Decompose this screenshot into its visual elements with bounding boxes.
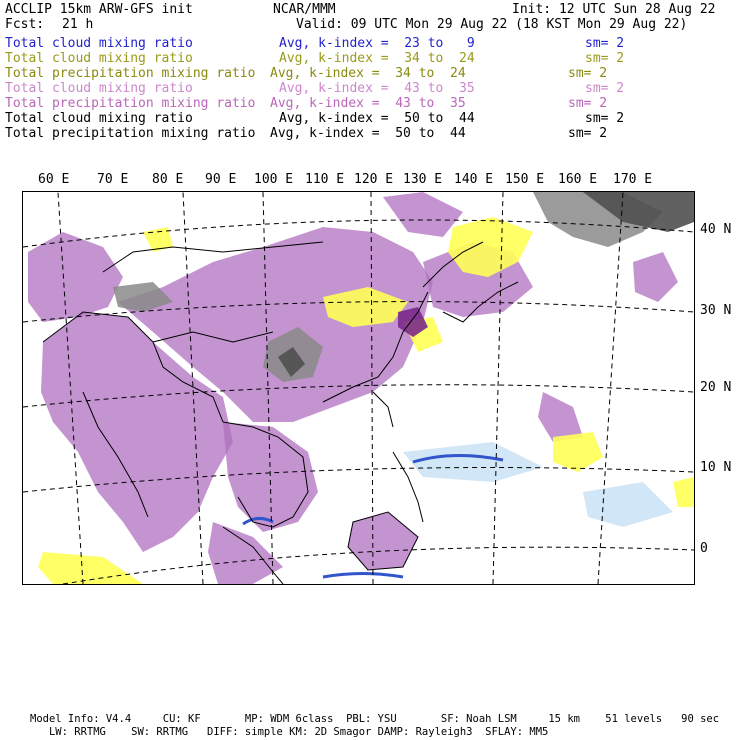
field-row-avg: Avg, k-index = 43 to 35 — [270, 96, 466, 111]
field-row-name: Total cloud mixing ratio — [5, 81, 193, 96]
field-row-avg: Avg, k-index = 34 to 24 — [270, 66, 466, 81]
lat-label: 20 N — [700, 380, 732, 395]
fcst-value: 21 h — [62, 17, 94, 32]
field-row-sm: sm= 2 — [585, 111, 625, 126]
cloud-shading-indochina — [223, 422, 318, 532]
init-time: Init: 12 UTC Sun 28 Aug 22 — [512, 2, 716, 17]
cloud-shading-pacific — [633, 252, 678, 302]
low-cloud-lightblue — [583, 482, 673, 527]
field-row-avg: Avg, k-index = 23 to 9 — [279, 36, 475, 51]
lat-label: 40 N — [700, 222, 732, 237]
lon-label: 120 E — [354, 172, 394, 187]
field-row-sm: sm= 2 — [585, 36, 625, 51]
map-canvas — [23, 192, 694, 584]
low-cloud-blue — [323, 574, 403, 578]
lat-label: 30 N — [700, 303, 732, 318]
cloud-shading-northeast — [383, 192, 463, 237]
lon-label: 160 E — [558, 172, 598, 187]
lon-label: 100 E — [254, 172, 294, 187]
field-row-name: Total precipitation mixing ratio — [5, 66, 256, 81]
fcst-label: Fcst: — [5, 17, 45, 32]
model-info-line2: LW: RRTMG SW: RRTMG DIFF: simple KM: 2D Smagor DAMP: Rayleigh3 SFLAY: MM5 — [30, 726, 549, 738]
model-info-line1: Model Info: V4.4 CU: KF MP: WDM 6class PBL: YSU SF: Noah LSM 15 km 51 levels 90 sec — [30, 713, 720, 725]
field-row-sm: sm= 2 — [585, 81, 625, 96]
field-row-avg: Avg, k-index = 43 to 35 — [279, 81, 475, 96]
field-row-sm: sm= 2 — [568, 126, 608, 141]
lon-label: 130 E — [403, 172, 443, 187]
lat-label: 0 — [700, 541, 708, 556]
field-row-name: Total cloud mixing ratio — [5, 111, 193, 126]
field-row-avg: Avg, k-index = 50 to 44 — [279, 111, 475, 126]
field-row-name: Total precipitation mixing ratio — [5, 126, 256, 141]
precip-shading-yellow — [673, 477, 694, 507]
lon-label: 170 E — [613, 172, 653, 187]
lon-label: 80 E — [152, 172, 184, 187]
forecast-map — [22, 191, 695, 585]
field-row-sm: sm= 2 — [568, 96, 608, 111]
lon-label: 150 E — [505, 172, 545, 187]
field-row-avg: Avg, k-index = 34 to 24 — [279, 51, 475, 66]
field-row-name: Total cloud mixing ratio — [5, 36, 193, 51]
model-title: ACCLIP 15km ARW-GFS init — [5, 2, 193, 17]
field-shading — [28, 192, 694, 584]
lat-label: 10 N — [700, 460, 732, 475]
lon-label: 110 E — [305, 172, 345, 187]
valid-time: Valid: 09 UTC Mon 29 Aug 22 (18 KST Mon 29 Aug 22) — [296, 17, 688, 32]
low-cloud-lightblue — [403, 442, 543, 482]
center-label: NCAR/MMM — [273, 2, 336, 17]
field-row-sm: sm= 2 — [568, 66, 608, 81]
cloud-shading-central-asia — [28, 232, 123, 322]
field-row-sm: sm= 2 — [585, 51, 625, 66]
field-row-name: Total precipitation mixing ratio — [5, 96, 256, 111]
field-row-avg: Avg, k-index = 50 to 44 — [270, 126, 466, 141]
lon-label: 60 E — [38, 172, 70, 187]
precip-shading-yellow — [553, 432, 603, 472]
field-row-name: Total cloud mixing ratio — [5, 51, 193, 66]
lon-label: 90 E — [205, 172, 237, 187]
lon-label: 140 E — [454, 172, 494, 187]
lon-label: 70 E — [97, 172, 129, 187]
